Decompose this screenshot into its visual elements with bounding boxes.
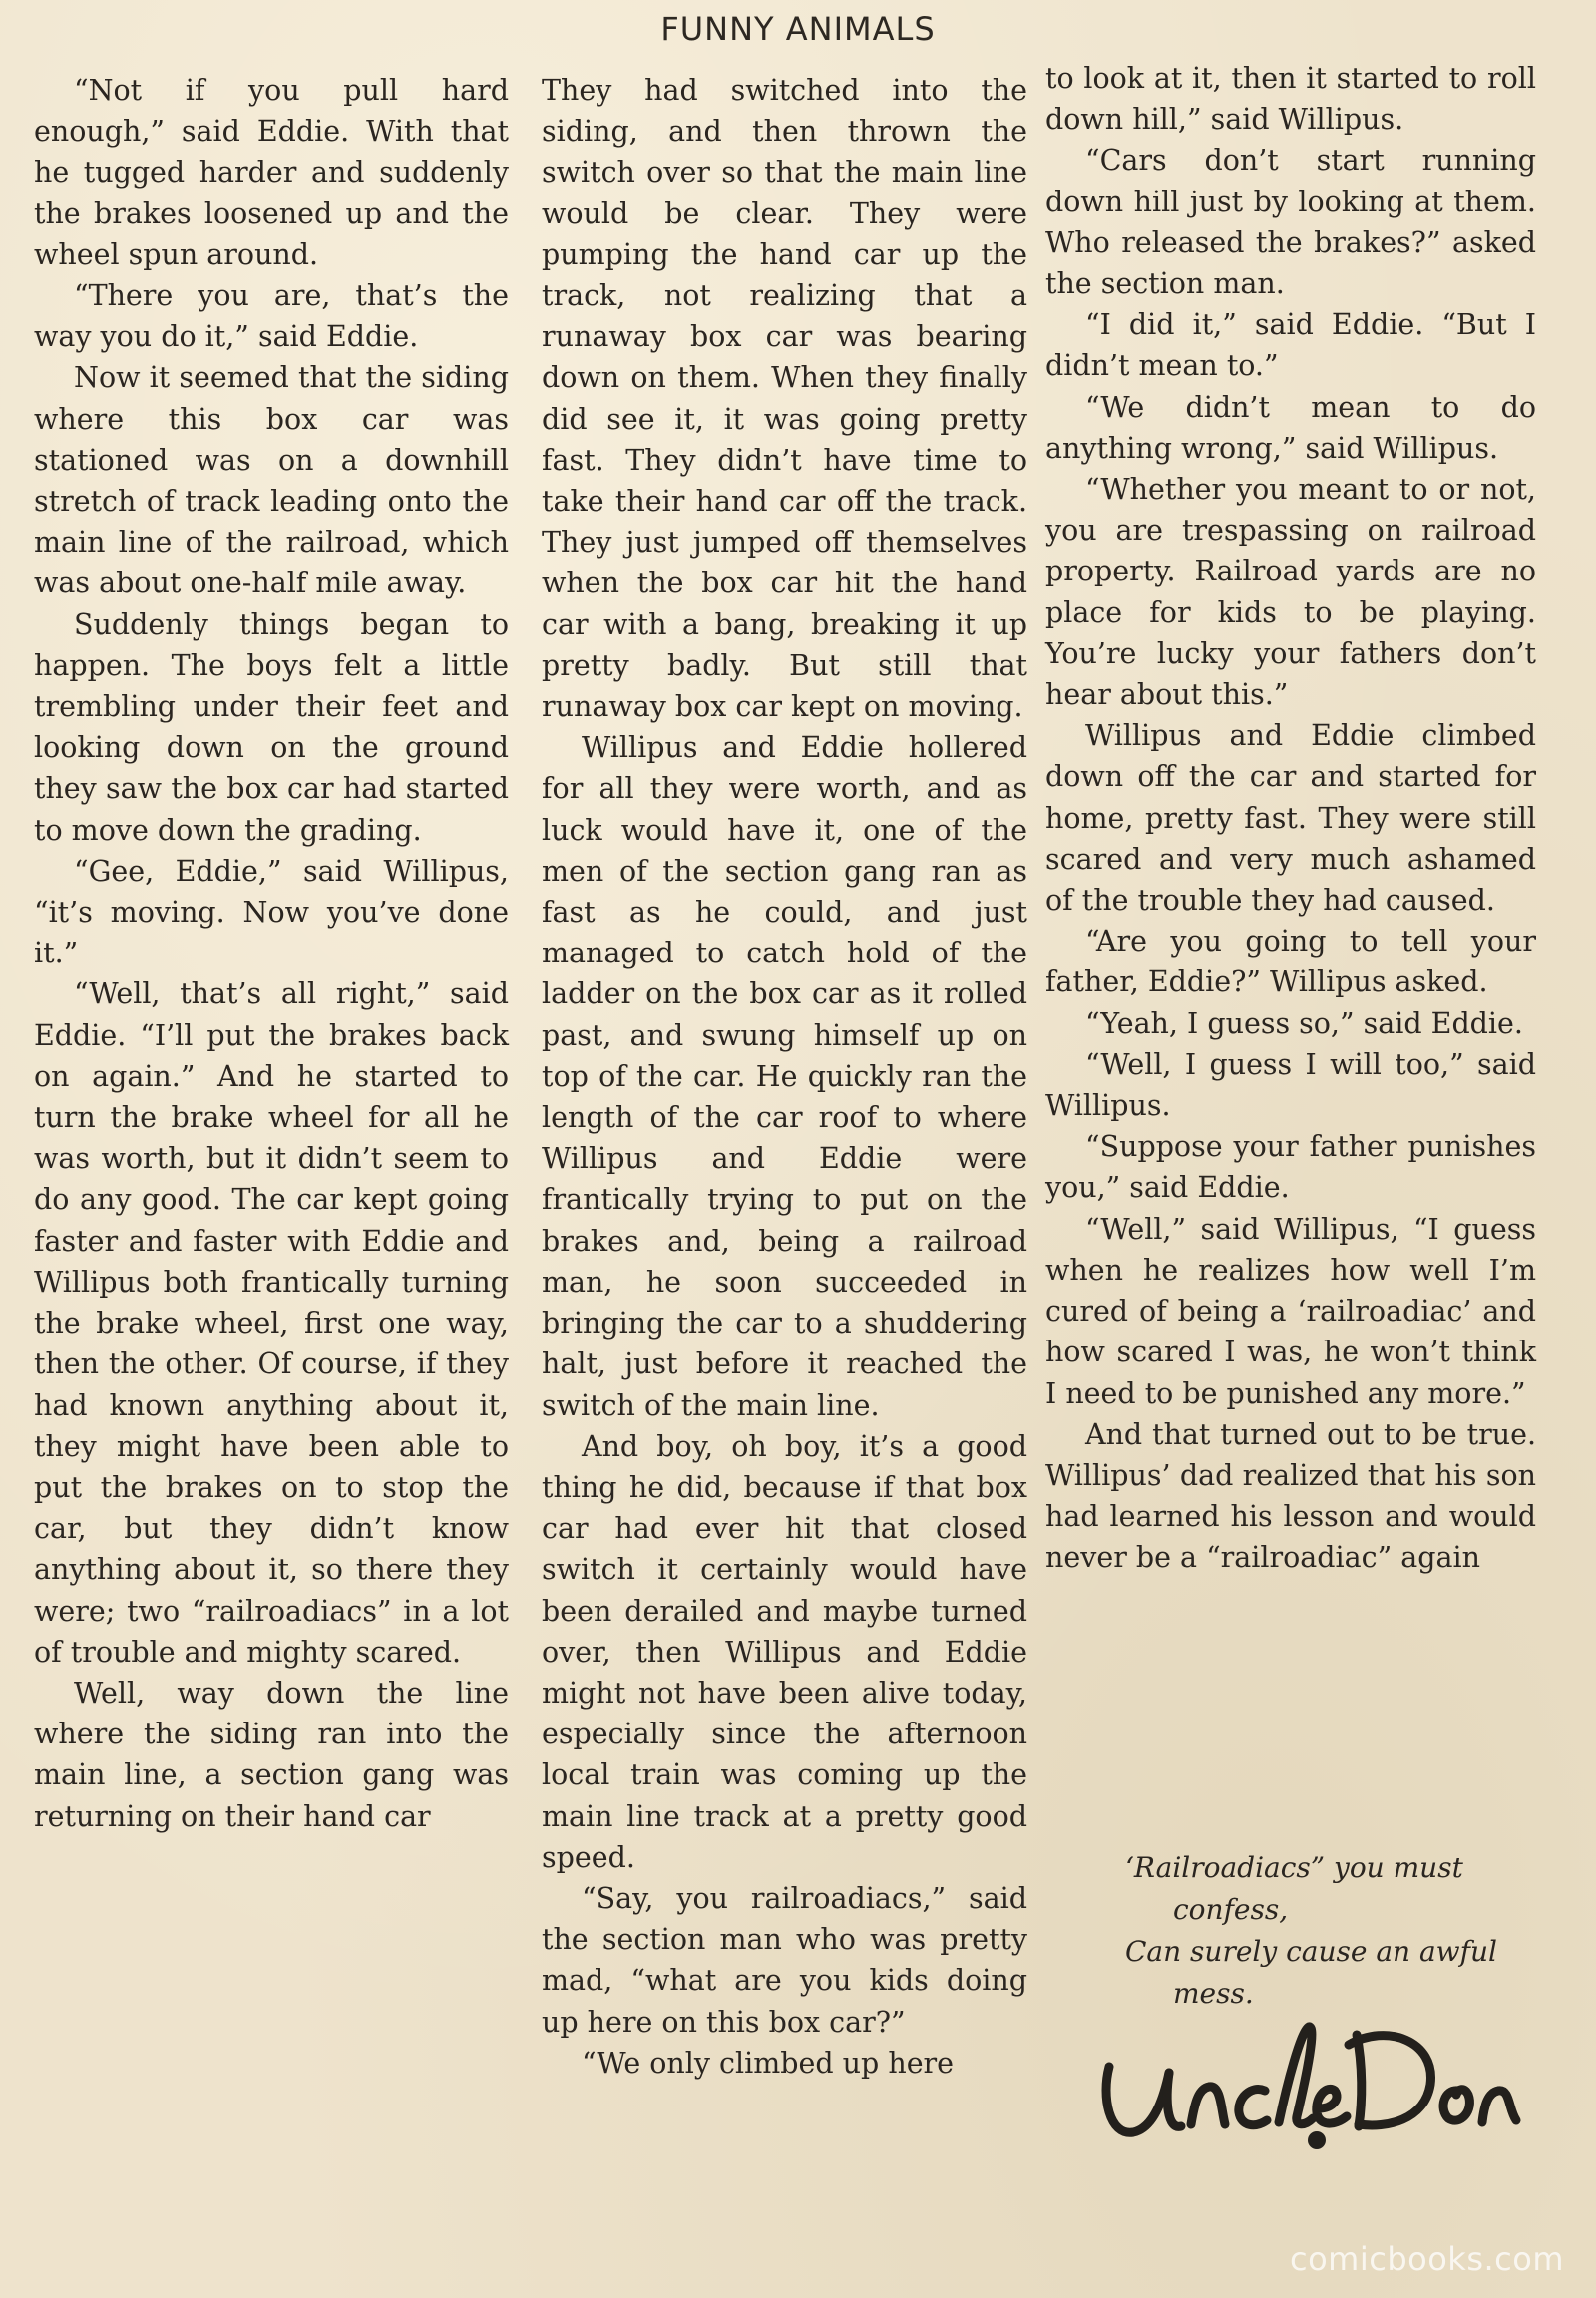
text-column-2 [542, 70, 1027, 2084]
story-paragraph: “There you are, that’s the way you do it,” said Eddie. [34, 279, 509, 354]
story-paragraph: “Well, I guess I will too,” said Willipus. [1045, 1047, 1536, 1123]
story-paragraph: Willipus and Eddie climbed down off the car and started for home, pretty fast. They were still scared and very much ashamed of the trouble they had caused. [1045, 719, 1536, 918]
story-paragraph: And boy, oh boy, it’s a good thing he did, because if that box car had ever hit that closed switch it certainly would have been derailed and maybe turned over, then Willipus and Eddie might not have been alive today, especially since the afternoon local train was coming up the main line track at a pretty good speed. [542, 1429, 1027, 1874]
source-watermark: comicbooks.com [1289, 2240, 1564, 2278]
verse-line: confess, [1173, 1893, 1289, 1926]
story-paragraph: Now it seemed that the siding where this box car was stationed was on a downhill stretch of track leading onto the main line of the railroad, which was about one-half mile away. [34, 361, 509, 600]
story-paragraph: “Are you going to tell your father, Eddie?” Willipus asked. [1045, 925, 1536, 999]
story-paragraph: “Cars don’t start running down hill just by looking at them. Who released the brakes?” asked the section man. [1045, 144, 1536, 301]
page-title: FUNNY ANIMALS [660, 10, 936, 48]
story-paragraph: Suddenly things began to happen. The boys felt a little trembling under their feet and looking down on the ground they saw the box car had started to move down the grading. [34, 607, 509, 847]
closing-verse [1125, 1847, 1534, 2015]
story-paragraph: “Suppose your father punishes you,” said Eddie. [1045, 1130, 1536, 1205]
text-column-3 [1045, 58, 1536, 1579]
story-paragraph: “Not if you pull hard enough,” said Eddie. With that he tugged harder and suddenly the brakes loosened up and the wheel spun around. [34, 74, 509, 271]
verse-line: Can surely cause an awful [1125, 1935, 1497, 1968]
story-paragraph: They had switched into the siding, and then thrown the switch over so that the main line would be clear. They were pumping the hand car up the track, not realizing that a runaway box car was bearing down on them. When they finally did see it, it was going pretty fast. They didn’t have time to take their hand car off the track. They just jumped off themselves when the box car hit the hand car with a bang, breaking it up pretty badly. But still that runaway box car kept on moving. [542, 74, 1027, 724]
story-paragraph: “We didn’t mean to do anything wrong,” said Willipus. [1045, 390, 1536, 465]
story-paragraph: And that turned out to be true. Willipus’ dad realized that his son had learned his lesson and would never be a “railroadiac” again [1045, 1417, 1536, 1575]
story-paragraph: Willipus and Eddie hollered for all they were worth, and as luck would have it, one of the men of the section gang ran as fast as he could, and just managed to catch hold of the ladder on the box car as it rolled past, and swung himself up on top of the car. He quickly ran the length of the car roof to where Willipus and Eddie were frantically trying to put on the brakes and, being a railroad man, he soon succeeded in bringing the car to a shuddering halt, just before it reached the switch of the main line. [542, 731, 1027, 1422]
story-paragraph: “Well, that’s all right,” said Eddie. “I’ll put the brakes back on again.” And he started to turn the brake wheel for all he was worth, but it didn’t seem to do any good. The car kept going faster and faster with Eddie and Willipus both frantically turning the brake wheel, first one way, then the other. Of course, if they had known anything about it, they might have been able to put the brakes on to stop the car, but they didn’t know anything about it, so there they were; two “railroadiacs” in a lot of trouble and mighty scared. [34, 977, 509, 1669]
story-paragraph: “Yeah, I guess so,” said Eddie. [1085, 1006, 1523, 1040]
story-paragraph: “Gee, Eddie,” said Willipus, “it’s moving. Now you’ve done it.” [34, 854, 509, 970]
story-paragraph: “I did it,” said Eddie. “But I didn’t mean to.” [1045, 308, 1536, 383]
story-paragraph: to look at it, then it started to roll down hill,” said Willipus. [1045, 62, 1536, 137]
verse-line: mess. [1173, 1977, 1254, 2010]
uncle-don-signature [1087, 2005, 1526, 2154]
story-paragraph: “Well,” said Willipus, “I guess when he realizes how well I’m cured of being a ‘railroadiac’ and how scared I was, he won’t think I need to be punished any more.” [1045, 1212, 1536, 1410]
verse-line: ‘Railroadiacs” you must [1125, 1851, 1463, 1884]
story-paragraph: Well, way down the line where the siding ran into the main line, a section gang was returning on their hand car [34, 1676, 509, 1833]
text-column-1 [34, 70, 509, 1837]
story-paragraph: “We only climbed up here [582, 2046, 955, 2080]
story-paragraph: “Whether you meant to or not, you are trespassing on railroad property. Railroad yards are no place for kids to be playing. You’re lucky your fathers don’t hear about this.” [1045, 473, 1536, 712]
story-paragraph: “Say, you railroadiacs,” said the section man who was pretty mad, “what are you kids doing up here on this box car?” [542, 1881, 1027, 2039]
